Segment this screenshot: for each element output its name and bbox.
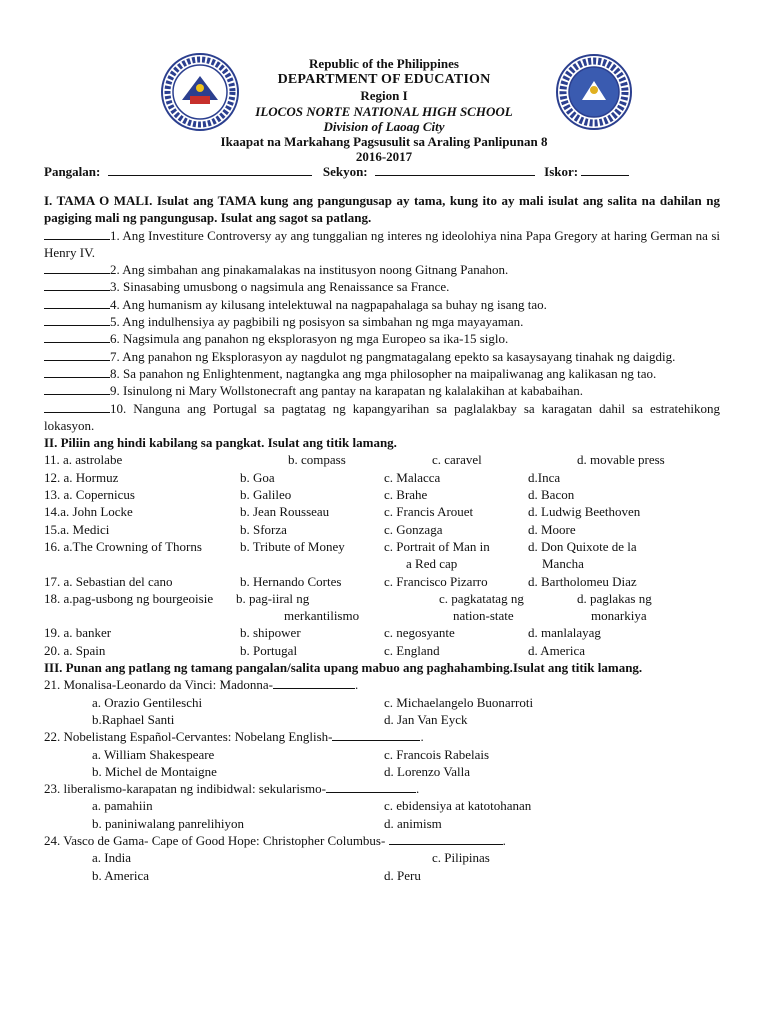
part2-title: II. Piliin ang hindi kabilang sa pangkat. Isulat ang titik lamang. bbox=[44, 435, 397, 451]
choice-c: c. pagkatatag ng bbox=[439, 590, 524, 606]
question-tail: . bbox=[415, 781, 420, 797]
analogy-question bbox=[44, 780, 720, 797]
choice-a: 20. a. Spain bbox=[44, 642, 106, 658]
section-label: Sekyon: bbox=[322, 164, 368, 179]
choice-row bbox=[44, 469, 720, 486]
answer-blank[interactable] bbox=[332, 729, 420, 741]
choice-row bbox=[44, 521, 720, 538]
option-d: d. Peru bbox=[384, 867, 421, 883]
choice-c: c. England bbox=[384, 642, 440, 658]
item-text: 9. Isinulong ni Mary Wollstonecraft ang pantay na karapatan ng kalalakihan at kababaihan. bbox=[110, 383, 584, 399]
choice-a: 17. a. Sebastian del cano bbox=[44, 573, 173, 589]
item-text: 1. Ang Investiture Controversy ay ang tunggalian ng interes ng ideolohiya nina Papa Gregory at haring German na si Henry IV. bbox=[44, 227, 720, 260]
choice-b: b. Hernando Cortes bbox=[240, 573, 342, 589]
exam-title: Ikaapat na Markahang Pagsusulit sa Araling Panlipunan 8 bbox=[220, 134, 548, 149]
option-row bbox=[44, 763, 720, 780]
tama-mali-item bbox=[44, 365, 720, 382]
choice-row bbox=[44, 451, 720, 468]
choice-row bbox=[44, 573, 720, 590]
choice-b: b. Sforza bbox=[240, 521, 287, 537]
part3-title: III. Punan ang patlang ng tamang pangalan/salita upang mabuo ang paghahambing.Isulat ang titik lamang. bbox=[44, 660, 643, 676]
part1-title: I. TAMA O MALI. Isulat ang TAMA kung ang pangungusap ay tama, kung ito ay mali isulat ang salita na dahilan ng pagiging mali ng pangungusap. Isulat ang sagot sa patlang. bbox=[44, 193, 720, 226]
choice-c: c. Malacca bbox=[384, 469, 441, 485]
choice-c: c. negosyante bbox=[384, 625, 455, 641]
item-text: 8. Sa panahon ng Enlightenment, nagtangka ang mga philosopher na maipaliwanag ang kalikasan ng tao. bbox=[110, 365, 657, 381]
score-label: Iskor: bbox=[544, 164, 579, 179]
option-c: c. Michaelangelo Buonarroti bbox=[384, 694, 534, 710]
option-b: b. paniniwalang panrelihiyon bbox=[92, 815, 244, 831]
choice-a: 14.a. John Locke bbox=[44, 504, 133, 520]
choice-b-cont: merkantilismo bbox=[284, 608, 360, 624]
choice-b: b. Goa bbox=[240, 469, 275, 485]
question-tail: . bbox=[354, 677, 359, 693]
republic-line: Republic of the Philippines bbox=[309, 56, 459, 71]
choice-row bbox=[44, 590, 720, 625]
item-text: 2. Ang simbahan ang pinakamalakas na institusyon noong Gitnang Panahon. bbox=[110, 262, 509, 278]
item-text: 4. Ang humanism ay kilusang intelektuwal na nagpapahalaga sa buhay ng isang tao. bbox=[110, 296, 547, 312]
tama-mali-item bbox=[44, 227, 720, 262]
school-year: 2016-2017 bbox=[355, 149, 413, 164]
choice-b: b. shipower bbox=[240, 625, 301, 641]
answer-blank[interactable] bbox=[44, 297, 110, 309]
option-c: c. Francois Rabelais bbox=[384, 746, 490, 762]
choice-b: b. Jean Rousseau bbox=[240, 504, 330, 520]
item-text: 7. Ang panahon ng Eksplorasyon ay nagdulot ng pangmatagalang epekto sa kasaysayang tinahak ng daigdig. bbox=[110, 348, 676, 364]
choice-b: b. pag-iiral ng bbox=[236, 590, 310, 606]
question-text: 24. Vasco de Gama- Cape of Good Hope: Christopher Columbus- bbox=[44, 832, 389, 848]
answer-blank[interactable] bbox=[273, 677, 355, 689]
choice-d: d. Don Quixote de la bbox=[528, 538, 637, 554]
choice-c-cont: a Red cap bbox=[406, 556, 458, 572]
choice-a: 19. a. banker bbox=[44, 625, 112, 641]
tama-mali-item bbox=[44, 382, 720, 399]
part3-items bbox=[44, 676, 720, 884]
question-tail: . bbox=[502, 832, 506, 848]
question-tail: . bbox=[420, 729, 424, 745]
choice-d-cont: monarkiya bbox=[591, 608, 647, 624]
answer-blank[interactable] bbox=[44, 401, 110, 413]
name-label: Pangalan: bbox=[44, 164, 101, 179]
school-name: ILOCOS NORTE NATIONAL HIGH SCHOOL bbox=[255, 104, 513, 119]
analogy-question bbox=[44, 676, 720, 693]
answer-blank[interactable] bbox=[44, 383, 110, 395]
tama-mali-item bbox=[44, 261, 720, 278]
choice-a: 18. a.pag-usbong ng bourgeoisie bbox=[44, 590, 214, 606]
option-row bbox=[44, 797, 720, 814]
answer-blank[interactable] bbox=[44, 279, 110, 291]
answer-blank[interactable] bbox=[44, 331, 110, 343]
item-text: 3. Sinasabing umusbong o nagsimula ang Renaissance sa France. bbox=[110, 279, 450, 295]
choice-b: b. Portugal bbox=[240, 642, 298, 658]
choice-a: 13. a. Copernicus bbox=[44, 487, 135, 503]
part2-items bbox=[44, 451, 720, 659]
option-a: a. India bbox=[92, 850, 131, 866]
department-title: DEPARTMENT OF EDUCATION bbox=[277, 72, 491, 87]
answer-blank[interactable] bbox=[44, 314, 110, 326]
analogy-question bbox=[44, 832, 720, 849]
option-a: a. Orazio Gentileschi bbox=[92, 694, 203, 710]
part1-items bbox=[44, 227, 720, 435]
choice-b: b. Tribute of Money bbox=[240, 538, 345, 554]
tama-mali-item bbox=[44, 400, 720, 435]
choice-b: b. Galileo bbox=[240, 487, 292, 503]
tama-mali-item bbox=[44, 313, 720, 330]
choice-row bbox=[44, 486, 720, 503]
analogy-question bbox=[44, 728, 720, 745]
answer-blank[interactable] bbox=[326, 781, 416, 793]
option-d: d. Jan Van Eyck bbox=[384, 711, 468, 727]
choice-d: d. Bartholomeu Diaz bbox=[528, 573, 637, 589]
tama-mali-item bbox=[44, 348, 720, 365]
choice-c: c. Brahe bbox=[384, 487, 428, 503]
question-text: 21. Monalisa-Leonardo da Vinci: Madonna- bbox=[44, 677, 273, 693]
choice-d: d. manlalayag bbox=[528, 625, 601, 641]
option-d: d. animism bbox=[384, 815, 442, 831]
choice-d: d. movable press bbox=[577, 452, 665, 468]
option-row bbox=[44, 746, 720, 763]
option-row bbox=[44, 694, 720, 711]
division-line: Division of Laoag City bbox=[323, 119, 445, 134]
choice-d: d. paglakas ng bbox=[577, 590, 652, 606]
choice-d: d.Inca bbox=[528, 469, 561, 485]
choice-c: c. caravel bbox=[432, 452, 482, 468]
tama-mali-item bbox=[44, 296, 720, 313]
option-b: b.Raphael Santi bbox=[92, 711, 175, 727]
option-c: c. ebidensiya at katotohanan bbox=[384, 798, 532, 814]
option-b: b. America bbox=[92, 867, 150, 883]
choice-row bbox=[44, 624, 720, 641]
choice-d-cont: Mancha bbox=[542, 556, 584, 572]
choice-d: d. Bacon bbox=[528, 487, 575, 503]
choice-a: 11. a. astrolabe bbox=[44, 452, 123, 468]
choice-a: 12. a. Hormuz bbox=[44, 469, 119, 485]
exam-content bbox=[44, 192, 720, 884]
tama-mali-item bbox=[44, 278, 720, 295]
option-a: a. pamahiin bbox=[92, 798, 153, 814]
choice-c: c. Francisco Pizarro bbox=[384, 573, 488, 589]
choice-d: d. Moore bbox=[528, 521, 576, 537]
name-field[interactable] bbox=[108, 164, 312, 176]
region-line: Region I bbox=[360, 88, 408, 103]
item-text: 10. Nanguna ang Portugal sa pagtatag ng kapangyarihan sa paglalakbay sa karagatan dahil sa estratehikong lokasyon. bbox=[44, 400, 720, 433]
answer-blank[interactable] bbox=[44, 228, 110, 240]
answer-blank[interactable] bbox=[389, 833, 503, 845]
choice-c-cont: nation-state bbox=[453, 608, 514, 624]
choice-c: c. Francis Arouet bbox=[384, 504, 474, 520]
choice-row bbox=[44, 538, 720, 573]
item-text: 6. Nagsimula ang panahon ng eksplorasyon ng mga Europeo sa ika-15 siglo. bbox=[110, 331, 509, 347]
choice-c: c. Gonzaga bbox=[384, 521, 443, 537]
choice-row bbox=[44, 642, 720, 659]
option-row bbox=[44, 815, 720, 832]
tama-mali-item bbox=[44, 330, 720, 347]
choice-c: c. Portrait of Man in bbox=[384, 538, 490, 554]
choice-row bbox=[44, 503, 720, 520]
option-d: d. Lorenzo Valla bbox=[384, 763, 471, 779]
score-field[interactable] bbox=[581, 164, 629, 176]
option-a: a. William Shakespeare bbox=[92, 746, 215, 762]
option-row bbox=[44, 867, 720, 884]
choice-a: 15.a. Medici bbox=[44, 521, 110, 537]
choice-b: b. compass bbox=[288, 452, 346, 468]
item-text: 5. Ang indulhensiya ay pagbibili ng posisyon sa simbahan ng mga mayayaman. bbox=[110, 314, 524, 330]
choice-d: d. America bbox=[528, 642, 586, 658]
option-c: c. Pilipinas bbox=[432, 850, 490, 866]
option-row bbox=[44, 711, 720, 728]
answer-blank[interactable] bbox=[44, 366, 110, 378]
answer-blank[interactable] bbox=[44, 349, 110, 361]
student-info-line bbox=[44, 164, 629, 180]
choice-d: d. Ludwig Beethoven bbox=[528, 504, 641, 520]
answer-blank[interactable] bbox=[44, 262, 110, 274]
option-b: b. Michel de Montaigne bbox=[92, 763, 217, 779]
section-field[interactable] bbox=[375, 164, 535, 176]
question-text: 22. Nobelistang Español-Cervantes: Nobelang English- bbox=[44, 729, 333, 745]
choice-a: 16. a.The Crowning of Thorns bbox=[44, 538, 202, 554]
question-text: 23. liberalismo-karapatan ng indibidwal: sekularismo- bbox=[44, 781, 326, 797]
option-row bbox=[44, 849, 720, 866]
